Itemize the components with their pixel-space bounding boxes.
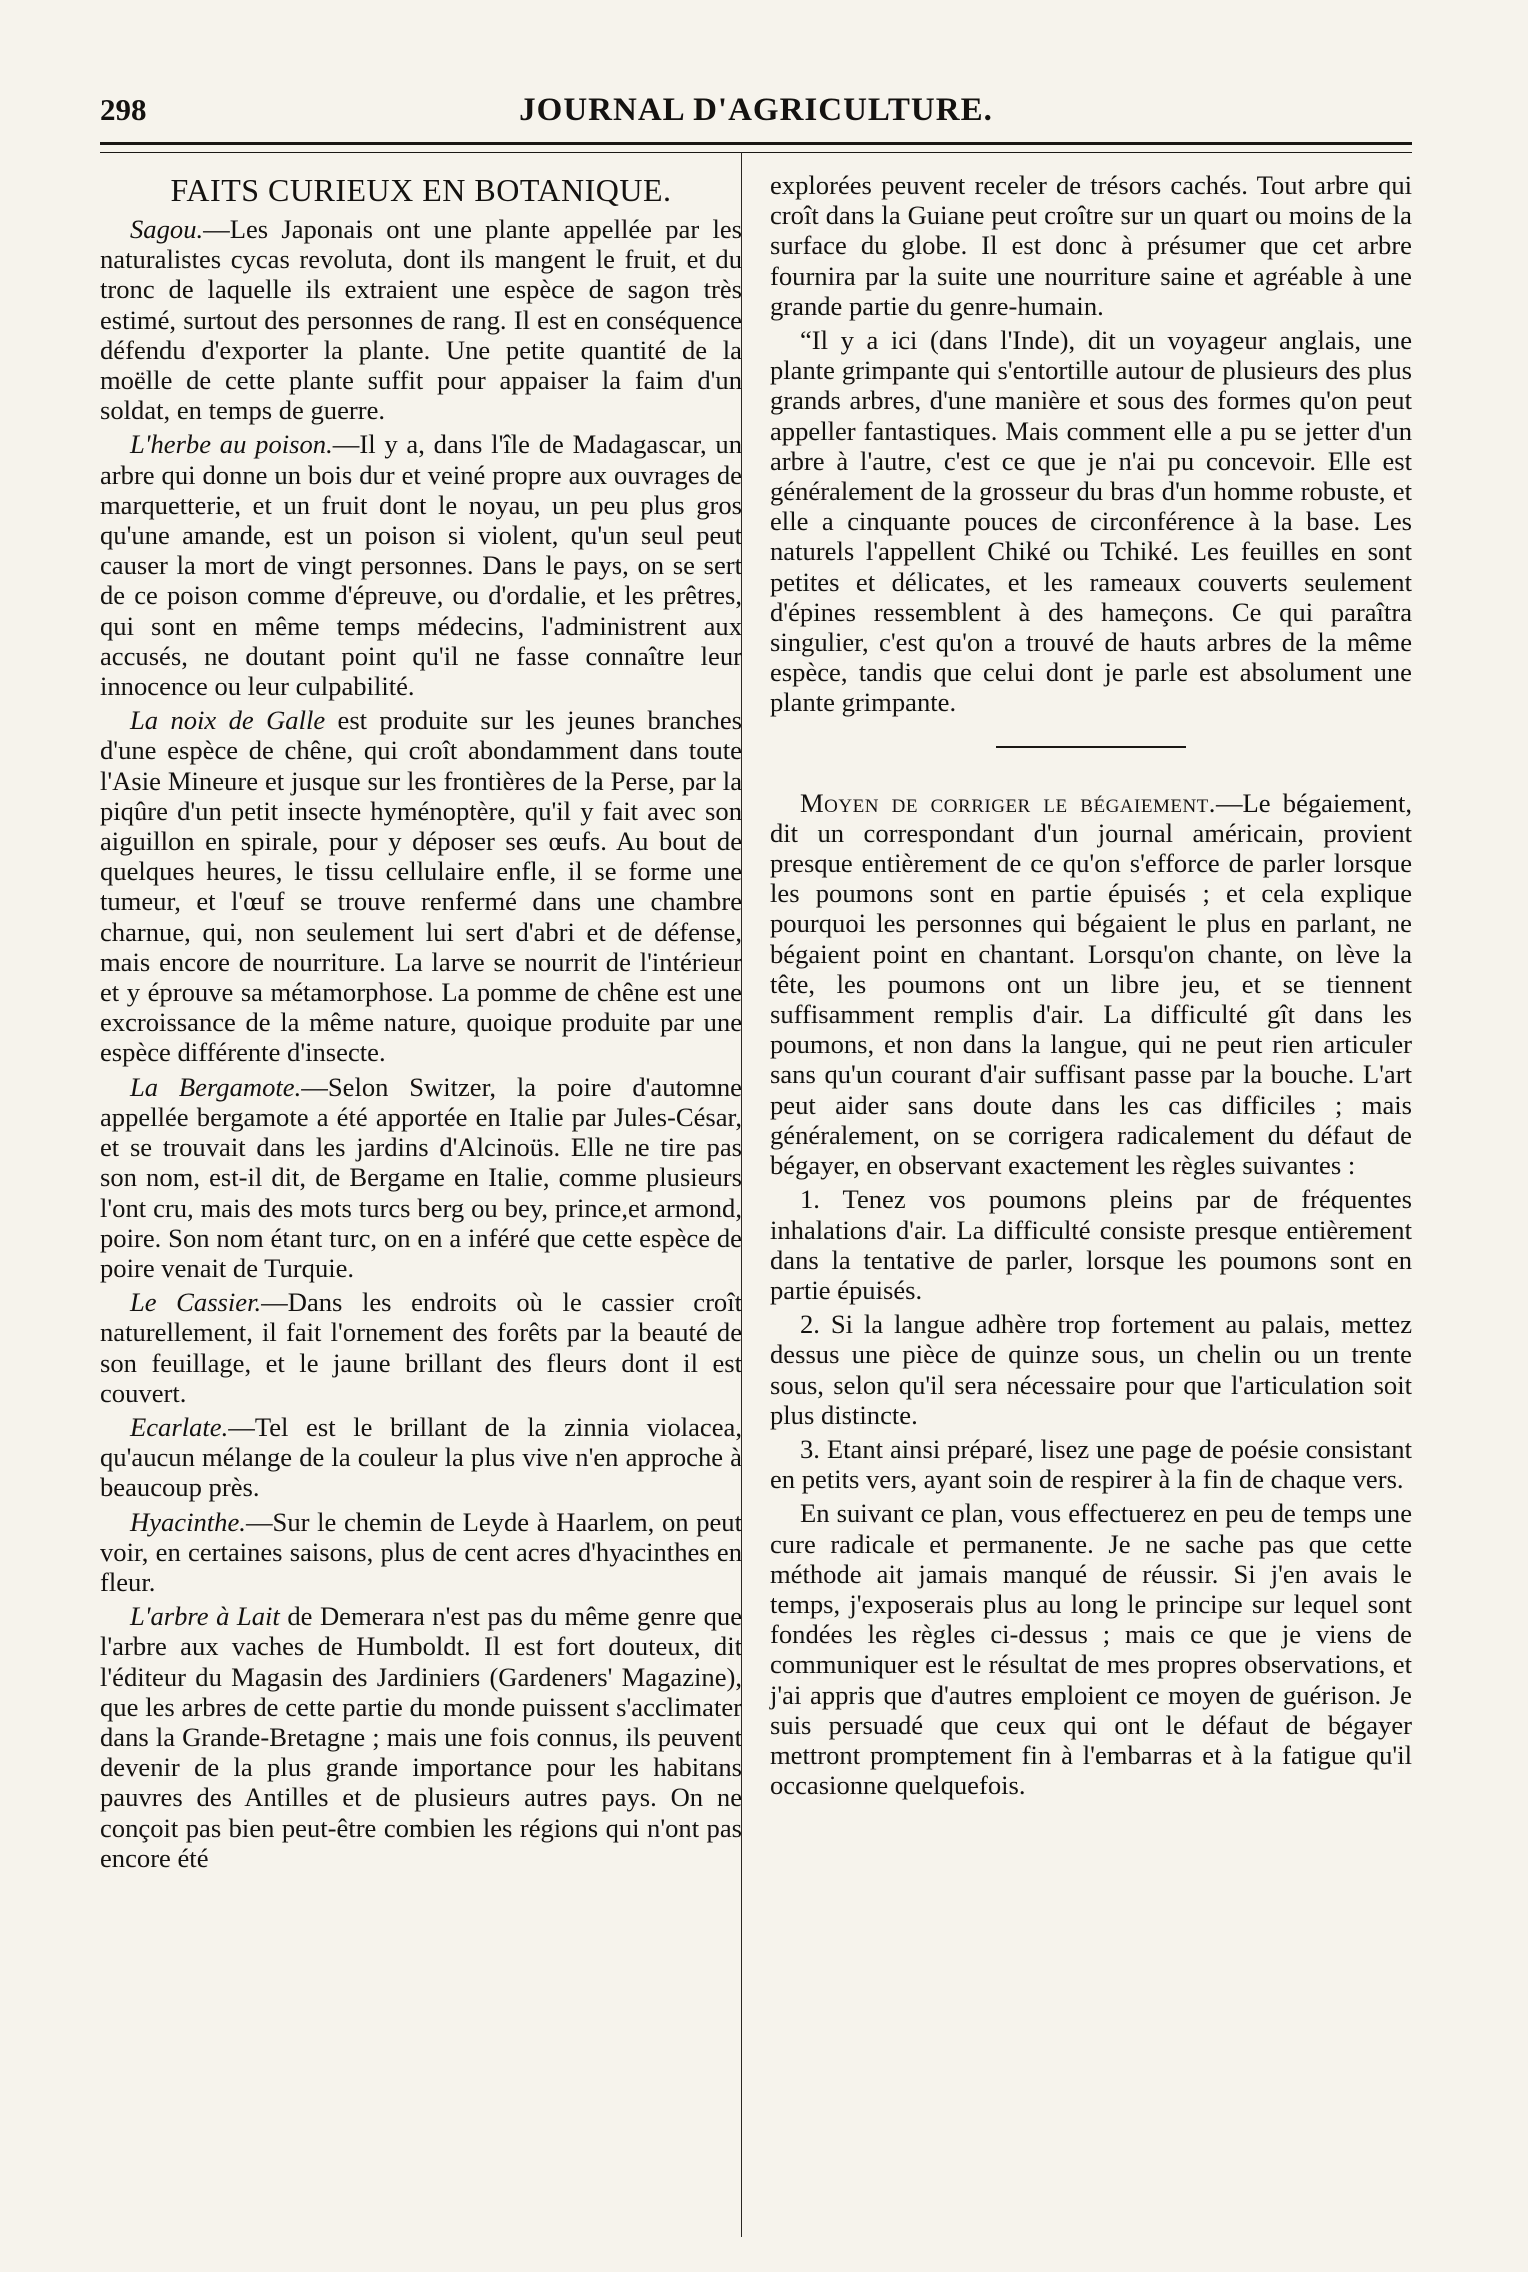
paragraph-ecarlate (100, 1412, 742, 1503)
paragraph-quote-inde: “Il y a ici (dans l'Inde), dit un voyageur anglais, une plante grimpante qui s'entortille autour de plusieurs des plus grands arbres, d'une manière et sous des formes qu'on peut appeller fantastiques. Mais comment elle a pu se jetter d'un arbre à l'autre, c'est ce que je n'ai pu concevoir. Elle est généralement de la grosseur du bras d'un homme robuste, et elle a cinquante pouces de circonférence à la base. Les naturels l'appellent Chiké ou Tchiké. Les feuilles en sont petites et délicates, et les rameaux couverts seulement d'épines ressemblent à des hameçons. Ce qui paraîtra singulier, c'est qu'on a trouvé de hauts arbres de la même espèce, tandis que celui dont je parle est absolument une plante grimpante. (770, 325, 1412, 718)
rule-item: 2. Si la langue adhère trop fortement au palais, mettez dessus une pièce de quinze sous, un chelin ou un trente sous, selon qu'il sera nécessaire pour que l'articulation soit plus distincte. (770, 1309, 1412, 1430)
paragraph-closing: En suivant ce plan, vous effectuerez en peu de temps une cure radicale et permanente. Je ne sache pas que cette méthode ait jamais manqué de réussir. Si j'en avais le temps, j'exposerais plus au long le principe sur lequel sont fondées les règles ci-dessus ; mais ce que je viens de communiquer est le résultat de mes propres observations, et j'ai appris que d'autres emploient ce moyen de guérison. Je suis persuadé que ceux qui ont le défaut de bégayer mettront promptement fin à l'embarras et à la fatigue qu'il occasionne quelquefois. (770, 1498, 1412, 1801)
paragraph-lead: L'herbe au poison. (130, 429, 333, 460)
paragraph-cassier (100, 1287, 742, 1408)
paragraph-herbe-poison (100, 429, 742, 701)
paragraph-text: est produite sur les jeunes branches d'une espèce de chêne, qui croît abondamment dans toute l'Asie Mineure et jusque sur les frontières de la Perse, par la piqûre d'un petit insecte hyménoptère, qu'il y fait avec son aiguillon en spirale, pour y déposer ses œufs. Au bout de quelques heures, le tissu cellulaire enfle, il se forme une tumeur, et l'œuf se trouve renfermé dans une chambre charnue, qui, non seulement lui sert d'abri et de défense, mais encore de nourriture. La larve se nourrit de l'intérieur et y éprouve sa métamorphose. La pomme de chêne est une excroissance de la même nature, quoique produite par une espèce différente d'insecte. (100, 705, 742, 1068)
paragraph-lead: Ecarlate. (130, 1411, 229, 1442)
paragraph-lead: L'arbre à Lait (130, 1601, 280, 1632)
header-rule (100, 142, 1412, 153)
paragraph-lead: La Bergamote. (130, 1071, 302, 1102)
section-divider (996, 746, 1186, 748)
paragraph-text: —Dans les endroits où le cassier croît naturellement, il fait l'ornement des forêts par la beauté de son feuillage, et le jaune brillant des fleurs dont il est couvert. (100, 1287, 742, 1408)
paragraph-noix-galle (100, 705, 742, 1067)
paragraph-lead: Le Cassier. (130, 1287, 262, 1318)
right-column (770, 170, 1412, 1804)
paragraph-lead: Sagou. (130, 214, 204, 244)
page-header (100, 92, 1412, 142)
running-title: JOURNAL D'AGRICULTURE. (519, 92, 993, 128)
paragraph-text: —Tel est le brillant de la zinnia violacea, qu'aucun mélange de la couleur la plus vive n'en approche à beaucoup près. (100, 1411, 742, 1503)
paragraph-text: de Demerara n'est pas du même genre que l'arbre aux vaches de Humboldt. Il est fort douteux, dit l'éditeur du Magasin des Jardiniers (Gardeners' Magazine), que les arbres de cette partie du monde puissent s'acclimater dans la Grande-Bretagne ; mais une fois connus, ils peuvent devenir de la plus grande importance pour les habitans pauvres des Antilles et de plusieurs autres pays. On ne conçoit pas bien peut-être combien les régions qui n'ont pas encore été (100, 1601, 742, 1873)
paragraph-hyacinthe (100, 1507, 742, 1598)
article-heading: Moyen de corriger le bégaiement. (800, 787, 1216, 818)
paragraph-lead: Hyacinthe. (130, 1506, 246, 1537)
paragraph-sagou (100, 214, 742, 425)
page-number: 298 (100, 92, 147, 127)
paragraph-text: —Il y a, dans l'île de Madagascar, un arbre qui donne un bois dur et veiné propre aux ouvrages de marquetterie, et un fruit dont le noyau, un peu plus gros qu'une amande, est un poison si violent, qu'un seul peut causer la mort de vingt personnes. Dans le pays, on se sert de ce poison comme d'épreuve, ou d'ordalie, et les prêtres, qui sont en même temps médecins, l'administrent aux accusés, ne doutant point qu'il ne fasse connaître leur innocence ou leur culpabilité. (100, 429, 742, 702)
paragraph-text: —Le bégaiement, dit un correspondant d'un journal américain, provient presque entièrement de ce qu'on s'efforce de parler lorsque les poumons sont en partie épuisés ; et cela explique pourquoi les personnes qui bégaient le plus en parlant, ne bégaient point en chantant. Lorsqu'on chante, on lève la tête, les poumons ont un libre jeu, et se tiennent suffisamment remplis d'air. La difficulté gît dans les poumons, et non dans la langue, qui ne peut rien articuler sans qu'un courant d'air suffisant passe par la bouche. L'art peut aider sans doute dans les cas difficiles ; mais généralement, on se corrigera radicalement du défaut de bégayer, en observant exactement les règles suivantes : (770, 787, 1412, 1181)
paragraph-continuation: explorées peuvent receler de trésors cachés. Tout arbre qui croît dans la Guiane peut croître sur un quart ou moins de la surface du globe. Il est donc à présumer que cet arbre fournira par la suite une nourriture saine et agréable à une grande partie du genre-humain. (770, 170, 1412, 321)
paragraph-text: —Les Japonais ont une plante appellée par les naturalistes cycas revoluta, dont ils mangent le fruit, et du tronc de laquelle ils extraient une espèce de sagon très estimé, surtout des personnes de rang. Il est en conséquence défendu d'exporter la plante. Une petite quantité de la moëlle de cette plante suffit pour appaiser la faim d'un soldat, en temps de guerre. (100, 214, 742, 426)
rule-item: 1. Tenez vos poumons pleins par de fréquentes inhalations d'air. La difficulté consiste presque entièrement dans la tentative de parler, lorsque les poumons sont en partie épuisés. (770, 1184, 1412, 1305)
paragraph-text: —Sur le chemin de Leyde à Haarlem, on peut voir, en certaines saisons, plus de cent acres d'hyacinthes en fleur. (100, 1506, 742, 1597)
section-title: FAITS CURIEUX EN BOTANIQUE. (170, 172, 672, 208)
left-column (100, 170, 742, 1877)
paragraph-bergamote (100, 1072, 742, 1283)
rule-item: 3. Etant ainsi préparé, lisez une page de poésie consistant en petits vers, ayant soin de respirer à la fin de chaque vers. (770, 1433, 1412, 1495)
paragraph-arbre-lait (100, 1601, 742, 1873)
paragraph-text: —Selon Switzer, la poire d'automne appellée bergamote a été apportée en Italie par Jules-César, et se trouvait dans les jardins d'Alcinoüs. Elle ne tire pas son nom, est-il dit, de Bergame en Italie, comme plusieurs l'ont cru, mais des mots turcs berg ou bey, prince,et armond, poire. Son nom étant turc, on en a inféré que cette espèce de poire venait de Turquie. (100, 1071, 742, 1283)
paragraph-lead: La noix de Galle (130, 705, 326, 736)
paragraph-begaiement-intro (770, 788, 1412, 1181)
